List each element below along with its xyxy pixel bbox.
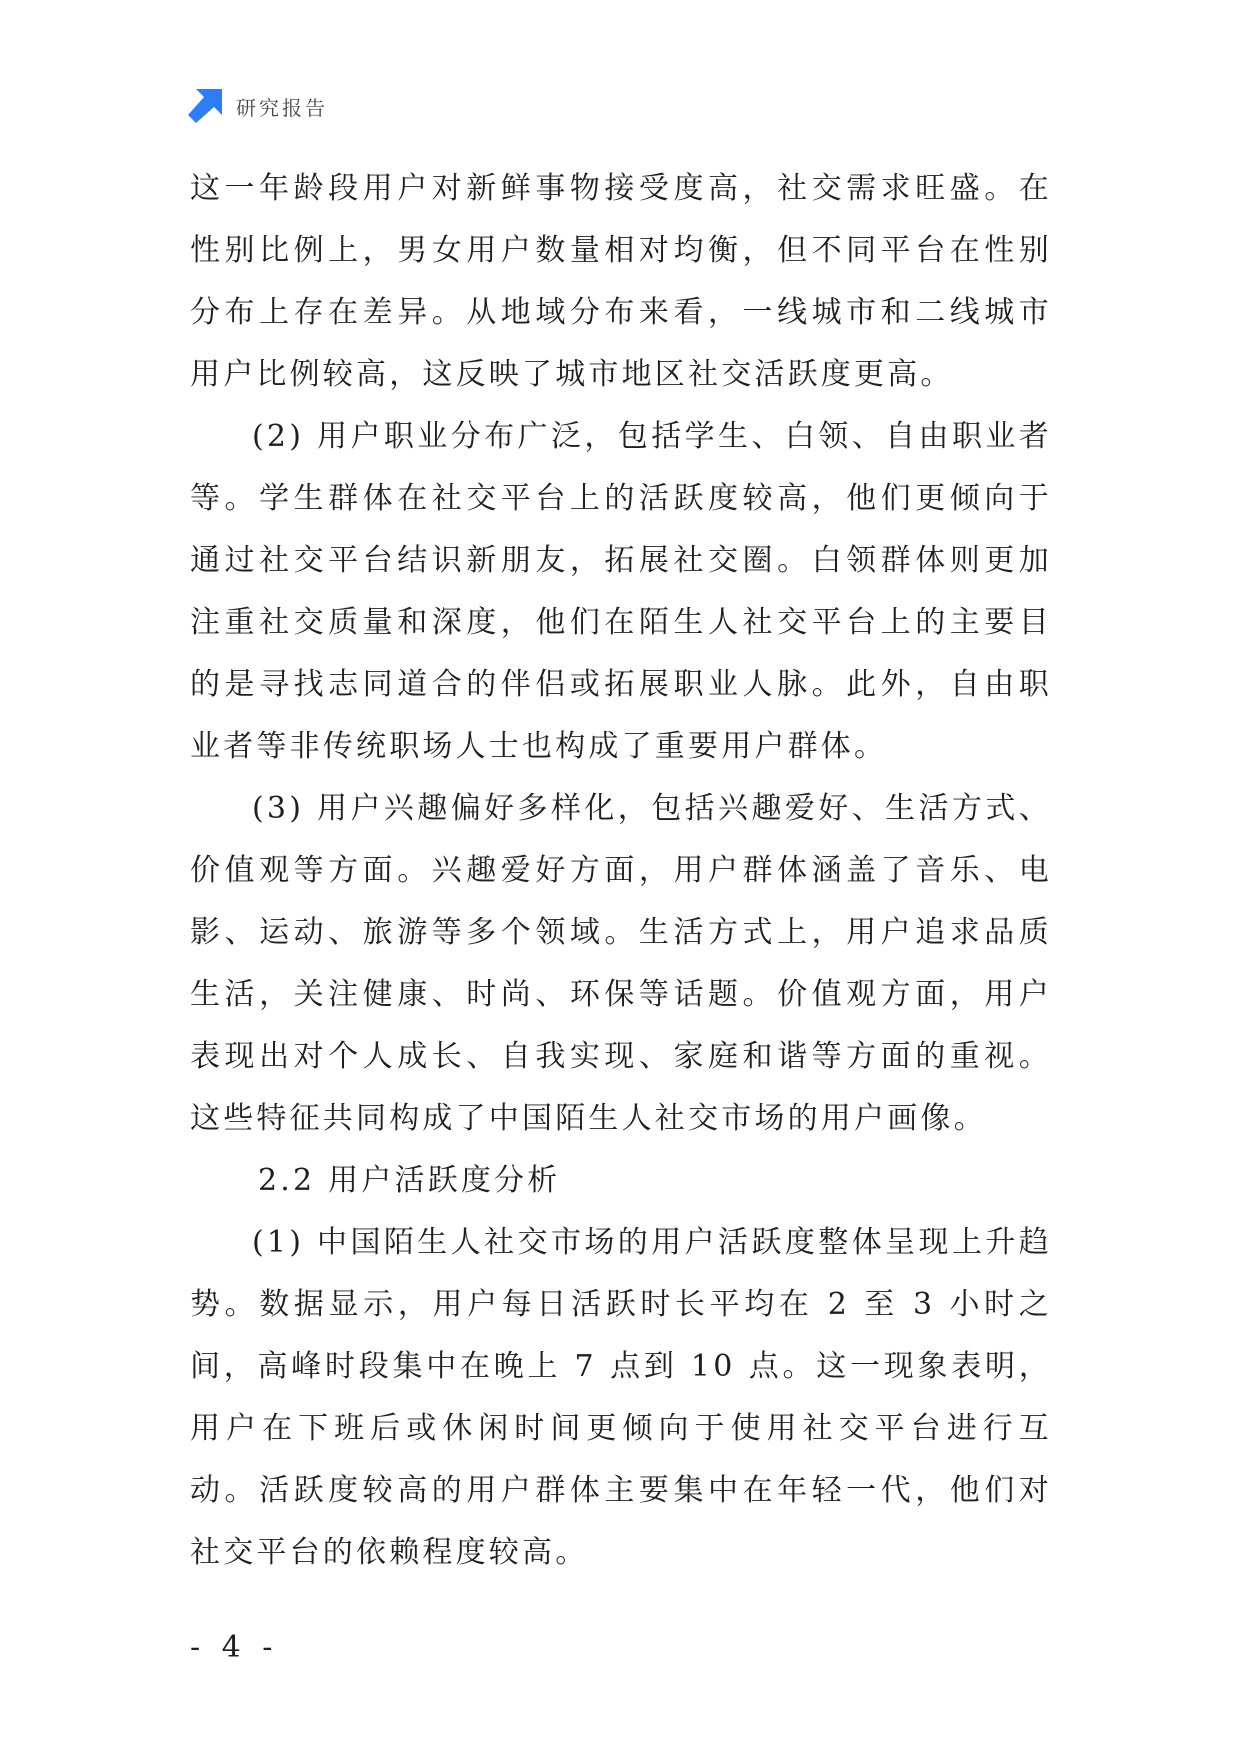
paragraph-activity: (1) 中国陌生人社交市场的用户活跃度整体呈现上升趋势。数据显示，用户每日活跃时长平均在 2 至 3 小时之间，高峰时段集中在晚上 7 点到 10 点。这一现象表明，用户在下班后或休闲时间更倾向于使用社交平台进行互动。活跃度较高的用户群体主要集中在年轻一代，他们对社交平台的依赖程度较高。 xyxy=(190,1225,1052,1570)
arrow-up-right-icon xyxy=(188,89,222,123)
paragraph-continuation: 这一年龄段用户对新鲜事物接受度高，社交需求旺盛。在性别比例上，男女用户数量相对均衡，但不同平台在性别分布上存在差异。从地域分布来看，一线城市和二线城市用户比例较高，这反映了城市地区社交活跃度更高。 xyxy=(190,171,1052,392)
header-title: 研究报告 xyxy=(236,95,328,120)
page-number: - 4 - xyxy=(190,1630,279,1665)
paragraph-interests: (3) 用户兴趣偏好多样化，包括兴趣爱好、生活方式、价值观等方面。兴趣爱好方面，用户群体涵盖了音乐、电影、运动、旅游等多个领域。生活方式上，用户追求品质生活，关注健康、时尚、环保等话题。价值观方面，用户表现出对个人成长、自我实现、家庭和谐等方面的重视。这些特征共同构成了中国陌生人社交市场的用户画像。 xyxy=(190,791,1052,1136)
section-heading: 2.2 用户活跃度分析 xyxy=(258,1163,561,1198)
paragraph-occupation: (2) 用户职业分布广泛，包括学生、白领、自由职业者等。学生群体在社交平台上的活跃度较高，他们更倾向于通过社交平台结识新朋友，拓展社交圈。白领群体则更加注重社交质量和深度，他们在陌生人社交平台上的主要目的是寻找志同道合的伴侣或拓展职业人脉。此外，自由职业者等非传统职场人士也构成了重要用户群体。 xyxy=(190,419,1052,764)
document-body xyxy=(190,158,1052,1584)
page-header xyxy=(188,88,328,124)
